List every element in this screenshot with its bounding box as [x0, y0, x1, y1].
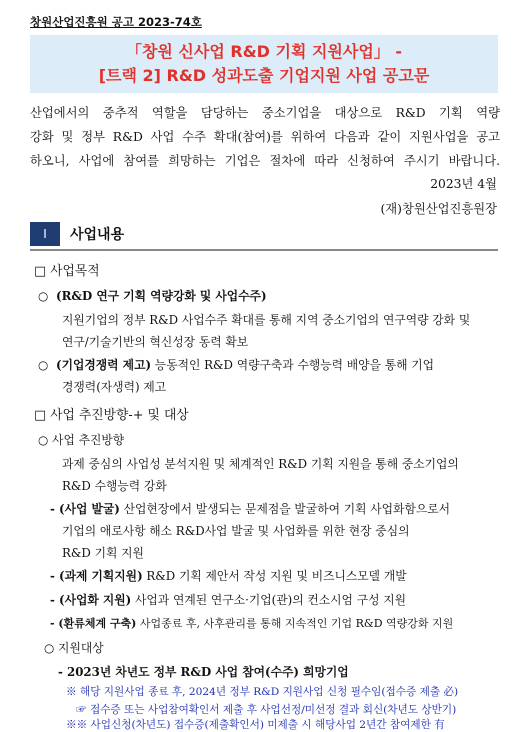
direction-sub-1-label: ○ 사업 추진방향 — [38, 433, 125, 447]
direction-item-title: - (과제 기획지원) — [50, 569, 143, 583]
title-line-2: [트랙 2] R&D 성과도출 기업지원 사업 공고문 — [98, 66, 430, 85]
support-target: - 2023년 차년도 정부 R&D 사업 참여(수주) 희망기업 — [58, 665, 349, 679]
direction-item-2 — [50, 566, 407, 586]
direction-item-1-cont-2: R&D 기획 지원 — [62, 546, 144, 560]
section-number: Ⅰ — [30, 222, 60, 246]
purpose-item-2-desc-2: 경쟁력(자생력) 제고 — [62, 380, 167, 394]
intro-paragraph — [30, 101, 500, 173]
circle-bullet-icon: ○ — [38, 289, 49, 303]
direction-item-title: - (사업화 지원) — [50, 593, 132, 607]
purpose-item-1 — [38, 286, 267, 306]
purpose-item-2-desc-1: 능동적인 R&D 역량구축과 수행능력 배양을 통해 기업 — [151, 358, 435, 372]
circle-bullet-icon: ○ — [38, 358, 49, 372]
note-3: ※※ 사업신청(차년도) 접수증(제출확인서) 미제출 시 해당사업 2년간 참여제한 有 — [66, 719, 445, 731]
signer: (재)창원산업진흥원장 — [380, 202, 497, 216]
purpose-item-1-title: (R&D 연구 기획 역량강화 및 사업수주) — [56, 289, 267, 303]
direction-item-1 — [50, 499, 450, 519]
note-1: ※ 해당 지원사업 종료 후, 2024년 정부 R&D 지원사업 신청 필수임(접수증 제출 必) — [66, 686, 459, 698]
direction-item-1-cont-1: 기업의 애로사항 해소 R&D사업 발굴 및 사업화를 위한 현장 중심의 — [62, 524, 410, 538]
direction-item-text: R&D 기획 제안서 작성 지원 및 비즈니스모델 개발 — [142, 569, 407, 583]
direction-item-title: - (환류체계 구축) — [50, 617, 137, 630]
direction-heading: □ 사업 추진방향-+ 및 대상 — [34, 408, 189, 423]
direction-item-text: 사업과 연계된 연구소·기업(관)의 컨소시엄 구성 지원 — [131, 593, 407, 607]
purpose-item-1-desc-1: 지원기업의 정부 R&D 사업수주 확대를 통해 지역 중소기업의 연구역량 강화 및 — [62, 313, 471, 327]
direction-item-title: - (사업 발굴) — [50, 502, 120, 516]
section-divider — [30, 249, 498, 251]
direction-item-text: 산업현장에서 발생되는 문제점을 발굴하여 기획 사업화함으로서 — [119, 502, 451, 516]
direction-item-4 — [50, 614, 453, 634]
purpose-item-1-desc-2: 연구/기술기반의 혁신성장 동력 확보 — [62, 335, 249, 349]
section-header — [30, 222, 498, 246]
intro-line-2: 강화 및 정부 R&D 사업 수주 확대(참여)를 위하여 다음과 같이 지원사업을 공고 — [30, 130, 500, 144]
direction-sub-2-label: ○ 지원대상 — [44, 641, 104, 655]
notice-number: 창원산업진흥원 공고 2023-74호 — [30, 15, 202, 29]
direction-desc-1: 과제 중심의 사업성 분석지원 및 체계적인 R&D 기획 지원을 통해 중소기업의 — [62, 457, 459, 471]
direction-desc-2: R&D 수행능력 강화 — [62, 479, 167, 493]
intro-line-3: 하오니, 사업에 참여를 희망하는 기업은 절차에 따라 신청하여 주시기 바랍니다. — [30, 154, 500, 168]
direction-item-3 — [50, 590, 406, 610]
intro-line-1: 산업에서의 중추적 역할을 담당하는 중소기업을 대상으로 R&D 기획 역량 — [30, 106, 500, 120]
purpose-item-2 — [38, 355, 434, 375]
title-banner — [30, 35, 498, 93]
section-title: 사업내용 — [70, 227, 125, 243]
title-line-1: 「창원 신사업 R&D 기획 지원사업」 - — [125, 42, 403, 61]
purpose-item-2-title: (기업경쟁력 제고) — [56, 358, 152, 372]
direction-item-text: 사업종료 후, 사후관리를 통해 지속적인 기업 R&D 역량강화 지원 — [136, 617, 454, 630]
notice-date: 2023년 4월 — [430, 177, 497, 191]
purpose-heading: □ 사업목적 — [34, 264, 100, 279]
note-2: ☞ 접수증 또는 사업참여확인서 제출 후 사업선정/미선정 결과 회신(차년도 상반기) — [76, 704, 457, 716]
